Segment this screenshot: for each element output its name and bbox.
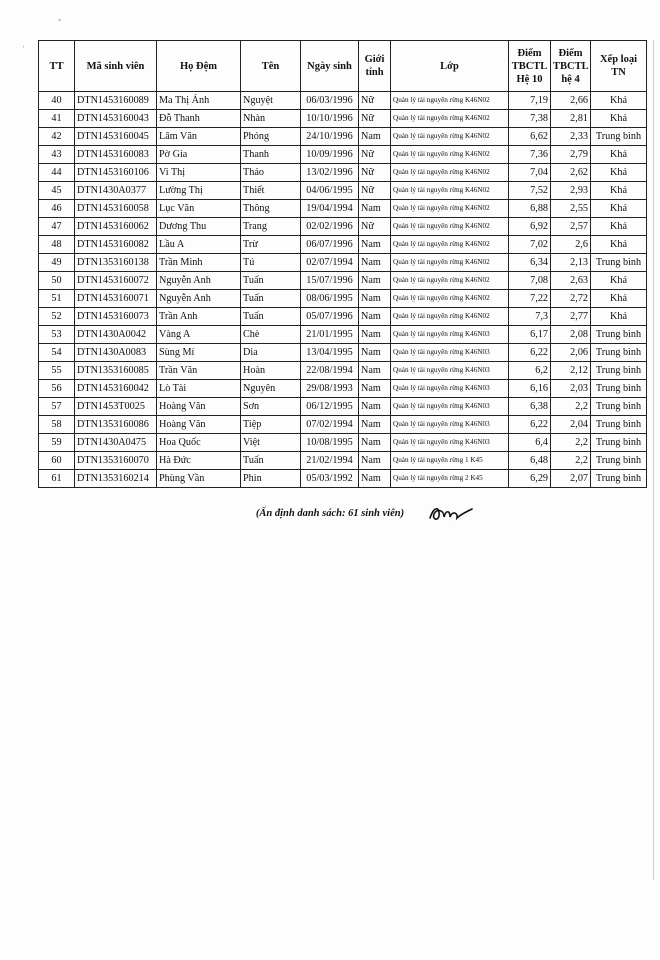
row-tt: 61 [39, 470, 75, 488]
table-row [39, 164, 647, 182]
row-tt: 59 [39, 434, 75, 452]
row-first-name: Tuấn [241, 272, 301, 290]
row-gpa10: 6,38 [509, 398, 551, 416]
row-last-name: Lục Văn [157, 200, 241, 218]
row-gender: Nam [359, 272, 391, 290]
row-first-name: Nhàn [241, 110, 301, 128]
row-student-id: DTN1353160214 [75, 470, 157, 488]
row-rank: Trung bình [591, 326, 647, 344]
row-gender: Nam [359, 434, 391, 452]
row-student-id: DTN1453160045 [75, 128, 157, 146]
row-last-name: Hoa Quốc [157, 434, 241, 452]
row-gender: Nữ [359, 182, 391, 200]
row-first-name: Chè [241, 326, 301, 344]
row-student-id: DTN1453T0025 [75, 398, 157, 416]
row-dob: 06/07/1996 [301, 236, 359, 254]
row-first-name: Thanh [241, 146, 301, 164]
scan-mark: ˓ [22, 40, 25, 50]
row-tt: 57 [39, 398, 75, 416]
col-rank: Xếp loại TN [591, 41, 647, 92]
row-rank: Khá [591, 182, 647, 200]
table-row [39, 146, 647, 164]
row-dob: 13/02/1996 [301, 164, 359, 182]
row-gpa10: 6,22 [509, 344, 551, 362]
row-class: Quản lý tài nguyên rừng K46N02 [391, 236, 509, 254]
table-row [39, 200, 647, 218]
row-dob: 07/02/1994 [301, 416, 359, 434]
table-row [39, 272, 647, 290]
row-tt: 52 [39, 308, 75, 326]
row-gender: Nữ [359, 146, 391, 164]
row-gpa10: 7,02 [509, 236, 551, 254]
row-gpa10: 6,62 [509, 128, 551, 146]
row-gpa4: 2,04 [551, 416, 591, 434]
row-gpa4: 2,08 [551, 326, 591, 344]
row-gpa10: 6,4 [509, 434, 551, 452]
row-gender: Nữ [359, 92, 391, 110]
row-class: Quản lý tài nguyên rừng K46N02 [391, 272, 509, 290]
row-last-name: Phùng Vần [157, 470, 241, 488]
row-gender: Nam [359, 380, 391, 398]
row-rank: Khá [591, 236, 647, 254]
row-student-id: DTN1453160083 [75, 146, 157, 164]
row-class: Quản lý tài nguyên rừng 2 K45 [391, 470, 509, 488]
col-gpa4: Điểm TBCTL hệ 4 [551, 41, 591, 92]
table-row [39, 218, 647, 236]
row-tt: 56 [39, 380, 75, 398]
row-student-id: DTN1453160073 [75, 308, 157, 326]
row-class: Quản lý tài nguyên rừng K46N02 [391, 110, 509, 128]
row-gender: Nam [359, 290, 391, 308]
row-dob: 19/04/1994 [301, 200, 359, 218]
page-edge-line [653, 40, 654, 880]
row-gpa10: 7,3 [509, 308, 551, 326]
row-rank: Trung bình [591, 254, 647, 272]
row-dob: 13/04/1995 [301, 344, 359, 362]
row-gpa4: 2,66 [551, 92, 591, 110]
row-first-name: Việt [241, 434, 301, 452]
row-rank: Trung bình [591, 434, 647, 452]
row-gender: Nam [359, 236, 391, 254]
table-row [39, 254, 647, 272]
row-student-id: DTN1453160072 [75, 272, 157, 290]
row-gpa4: 2,06 [551, 344, 591, 362]
row-gpa10: 6,88 [509, 200, 551, 218]
row-gender: Nữ [359, 218, 391, 236]
table-row [39, 470, 647, 488]
table-row [39, 308, 647, 326]
row-dob: 22/08/1994 [301, 362, 359, 380]
row-gpa4: 2,6 [551, 236, 591, 254]
row-gender: Nam [359, 308, 391, 326]
row-first-name: Nguyên [241, 380, 301, 398]
row-rank: Trung bình [591, 416, 647, 434]
row-first-name: Thảo [241, 164, 301, 182]
row-dob: 04/06/1995 [301, 182, 359, 200]
row-class: Quản lý tài nguyên rừng K46N02 [391, 254, 509, 272]
row-gender: Nam [359, 254, 391, 272]
row-last-name: Hoàng Văn [157, 398, 241, 416]
col-class: Lớp [391, 41, 509, 92]
row-class: Quản lý tài nguyên rừng K46N02 [391, 146, 509, 164]
row-rank: Trung bình [591, 470, 647, 488]
row-first-name: Phìn [241, 470, 301, 488]
row-tt: 45 [39, 182, 75, 200]
row-student-id: DTN1353160070 [75, 452, 157, 470]
row-gpa4: 2,2 [551, 452, 591, 470]
row-gpa10: 7,22 [509, 290, 551, 308]
row-gpa10: 7,19 [509, 92, 551, 110]
row-rank: Khá [591, 92, 647, 110]
row-gpa10: 6,2 [509, 362, 551, 380]
row-student-id: DTN1453160062 [75, 218, 157, 236]
row-gpa4: 2,2 [551, 398, 591, 416]
row-first-name: Dia [241, 344, 301, 362]
row-class: Quản lý tài nguyên rừng K46N03 [391, 416, 509, 434]
row-student-id: DTN1453160042 [75, 380, 157, 398]
table-row [39, 344, 647, 362]
row-first-name: Thông [241, 200, 301, 218]
row-dob: 24/10/1996 [301, 128, 359, 146]
row-dob: 10/09/1996 [301, 146, 359, 164]
row-gender: Nam [359, 362, 391, 380]
row-last-name: Sùng Mí [157, 344, 241, 362]
row-rank: Trung bình [591, 344, 647, 362]
row-rank: Trung bình [591, 452, 647, 470]
table-row [39, 110, 647, 128]
graduation-table [38, 40, 647, 488]
row-tt: 43 [39, 146, 75, 164]
row-rank: Khá [591, 164, 647, 182]
row-last-name: Trần Minh [157, 254, 241, 272]
col-gender: Giới tính [359, 41, 391, 92]
row-gpa4: 2,03 [551, 380, 591, 398]
row-rank: Khá [591, 146, 647, 164]
row-class: Quản lý tài nguyên rừng K46N03 [391, 434, 509, 452]
row-last-name: Lầu A [157, 236, 241, 254]
row-last-name: Lâm Văn [157, 128, 241, 146]
row-tt: 55 [39, 362, 75, 380]
row-tt: 46 [39, 200, 75, 218]
row-tt: 41 [39, 110, 75, 128]
row-first-name: Trang [241, 218, 301, 236]
row-tt: 58 [39, 416, 75, 434]
row-class: Quản lý tài nguyên rừng K46N03 [391, 362, 509, 380]
table-row [39, 452, 647, 470]
row-gender: Nam [359, 200, 391, 218]
row-gender: Nam [359, 416, 391, 434]
row-gpa10: 7,52 [509, 182, 551, 200]
row-gpa10: 6,22 [509, 416, 551, 434]
row-tt: 42 [39, 128, 75, 146]
row-tt: 44 [39, 164, 75, 182]
row-student-id: DTN1353160085 [75, 362, 157, 380]
row-first-name: Tuấn [241, 452, 301, 470]
table-row [39, 362, 647, 380]
row-last-name: Dương Thu [157, 218, 241, 236]
row-class: Quản lý tài nguyên rừng K46N03 [391, 398, 509, 416]
row-dob: 10/08/1995 [301, 434, 359, 452]
row-class: Quản lý tài nguyên rừng K46N02 [391, 200, 509, 218]
row-dob: 05/07/1996 [301, 308, 359, 326]
row-last-name: Pờ Gia [157, 146, 241, 164]
row-student-id: DTN1453160071 [75, 290, 157, 308]
row-class: Quản lý tài nguyên rừng K46N02 [391, 182, 509, 200]
row-last-name: Nguyễn Anh [157, 290, 241, 308]
row-first-name: Tuấn [241, 290, 301, 308]
row-student-id: DTN1430A0377 [75, 182, 157, 200]
row-gpa4: 2,93 [551, 182, 591, 200]
row-gpa4: 2,63 [551, 272, 591, 290]
table-row [39, 380, 647, 398]
row-gpa10: 6,16 [509, 380, 551, 398]
row-gpa10: 7,36 [509, 146, 551, 164]
row-first-name: Tiệp [241, 416, 301, 434]
table-row [39, 416, 647, 434]
row-rank: Khá [591, 200, 647, 218]
row-last-name: Vi Thị [157, 164, 241, 182]
row-tt: 51 [39, 290, 75, 308]
row-class: Quản lý tài nguyên rừng K46N02 [391, 308, 509, 326]
row-gpa4: 2,72 [551, 290, 591, 308]
row-student-id: DTN1430A0042 [75, 326, 157, 344]
row-class: Quản lý tài nguyên rừng K46N03 [391, 380, 509, 398]
row-tt: 60 [39, 452, 75, 470]
row-first-name: Tuấn [241, 308, 301, 326]
row-last-name: Ma Thị Ánh [157, 92, 241, 110]
row-rank: Khá [591, 218, 647, 236]
row-last-name: Hà Đức [157, 452, 241, 470]
row-first-name: Hoàn [241, 362, 301, 380]
row-dob: 06/03/1996 [301, 92, 359, 110]
row-last-name: Trần Anh [157, 308, 241, 326]
table-row [39, 398, 647, 416]
row-rank: Trung bình [591, 362, 647, 380]
row-dob: 15/07/1996 [301, 272, 359, 290]
row-class: Quản lý tài nguyên rừng K46N02 [391, 164, 509, 182]
row-rank: Trung bình [591, 128, 647, 146]
row-gpa10: 6,34 [509, 254, 551, 272]
row-gender: Nam [359, 326, 391, 344]
table-row [39, 128, 647, 146]
row-student-id: DTN1453160043 [75, 110, 157, 128]
row-tt: 54 [39, 344, 75, 362]
table-row [39, 236, 647, 254]
row-student-id: DTN1430A0083 [75, 344, 157, 362]
row-gpa4: 2,2 [551, 434, 591, 452]
row-rank: Khá [591, 290, 647, 308]
row-class: Quản lý tài nguyên rừng K46N03 [391, 344, 509, 362]
row-class: Quản lý tài nguyên rừng K46N02 [391, 128, 509, 146]
table-row [39, 434, 647, 452]
row-first-name: Sơn [241, 398, 301, 416]
row-dob: 06/12/1995 [301, 398, 359, 416]
row-student-id: DTN1453160082 [75, 236, 157, 254]
row-gpa10: 6,48 [509, 452, 551, 470]
row-tt: 48 [39, 236, 75, 254]
row-tt: 50 [39, 272, 75, 290]
row-gpa4: 2,81 [551, 110, 591, 128]
row-gpa4: 2,62 [551, 164, 591, 182]
row-dob: 21/01/1995 [301, 326, 359, 344]
row-last-name: Vàng A [157, 326, 241, 344]
row-dob: 08/06/1995 [301, 290, 359, 308]
row-last-name: Hoàng Văn [157, 416, 241, 434]
row-gpa4: 2,55 [551, 200, 591, 218]
row-tt: 40 [39, 92, 75, 110]
row-gpa4: 2,07 [551, 470, 591, 488]
row-dob: 02/02/1996 [301, 218, 359, 236]
scan-mark: ˜ [58, 18, 61, 28]
row-gpa10: 7,04 [509, 164, 551, 182]
row-last-name: Nguyễn Anh [157, 272, 241, 290]
row-gender: Nữ [359, 164, 391, 182]
row-gpa10: 6,17 [509, 326, 551, 344]
row-tt: 53 [39, 326, 75, 344]
row-student-id: DTN1430A0475 [75, 434, 157, 452]
row-last-name: Lường Thị [157, 182, 241, 200]
row-student-id: DTN1353160138 [75, 254, 157, 272]
row-rank: Khá [591, 272, 647, 290]
row-class: Quản lý tài nguyên rừng K46N02 [391, 92, 509, 110]
row-tt: 49 [39, 254, 75, 272]
row-first-name: Thiết [241, 182, 301, 200]
col-dob: Ngày sinh [301, 41, 359, 92]
row-dob: 21/02/1994 [301, 452, 359, 470]
table-row [39, 182, 647, 200]
row-rank: Trung bình [591, 398, 647, 416]
row-gender: Nam [359, 344, 391, 362]
row-student-id: DTN1453160058 [75, 200, 157, 218]
row-gender: Nữ [359, 110, 391, 128]
row-gender: Nam [359, 128, 391, 146]
row-student-id: DTN1453160089 [75, 92, 157, 110]
row-dob: 02/07/1994 [301, 254, 359, 272]
row-gender: Nam [359, 470, 391, 488]
col-last-name: Họ Đệm [157, 41, 241, 92]
row-gpa4: 2,13 [551, 254, 591, 272]
row-dob: 29/08/1993 [301, 380, 359, 398]
row-dob: 05/03/1992 [301, 470, 359, 488]
row-rank: Khá [591, 308, 647, 326]
row-first-name: Phóng [241, 128, 301, 146]
row-gpa4: 2,77 [551, 308, 591, 326]
row-gpa4: 2,12 [551, 362, 591, 380]
row-first-name: Tú [241, 254, 301, 272]
row-last-name: Đỗ Thanh [157, 110, 241, 128]
col-first-name: Tên [241, 41, 301, 92]
row-tt: 47 [39, 218, 75, 236]
col-tt: TT [39, 41, 75, 92]
row-gpa10: 6,92 [509, 218, 551, 236]
handwritten-signature [428, 502, 474, 524]
row-first-name: Trừ [241, 236, 301, 254]
row-first-name: Nguyệt [241, 92, 301, 110]
row-class: Quản lý tài nguyên rừng K46N03 [391, 326, 509, 344]
col-gpa10: Điểm TBCTL Hệ 10 [509, 41, 551, 92]
row-student-id: DTN1353160086 [75, 416, 157, 434]
row-class: Quản lý tài nguyên rừng K46N02 [391, 290, 509, 308]
table-row [39, 290, 647, 308]
row-gpa4: 2,79 [551, 146, 591, 164]
table-row [39, 326, 647, 344]
row-gpa10: 7,38 [509, 110, 551, 128]
row-rank: Khá [591, 110, 647, 128]
row-rank: Trung bình [591, 380, 647, 398]
table-header-row [39, 41, 647, 92]
row-gpa10: 6,29 [509, 470, 551, 488]
row-last-name: Lò Tài [157, 380, 241, 398]
row-gender: Nam [359, 398, 391, 416]
row-dob: 10/10/1996 [301, 110, 359, 128]
row-student-id: DTN1453160106 [75, 164, 157, 182]
row-last-name: Trần Văn [157, 362, 241, 380]
table-row [39, 92, 647, 110]
row-class: Quản lý tài nguyên rừng K46N02 [391, 218, 509, 236]
row-class: Quản lý tài nguyên rừng 1 K45 [391, 452, 509, 470]
col-student-id: Mã sinh viên [75, 41, 157, 92]
row-gender: Nam [359, 452, 391, 470]
row-gpa10: 7,08 [509, 272, 551, 290]
row-gpa4: 2,57 [551, 218, 591, 236]
row-gpa4: 2,33 [551, 128, 591, 146]
footer-note: (Ấn định danh sách: 61 sinh viên) [255, 508, 405, 519]
